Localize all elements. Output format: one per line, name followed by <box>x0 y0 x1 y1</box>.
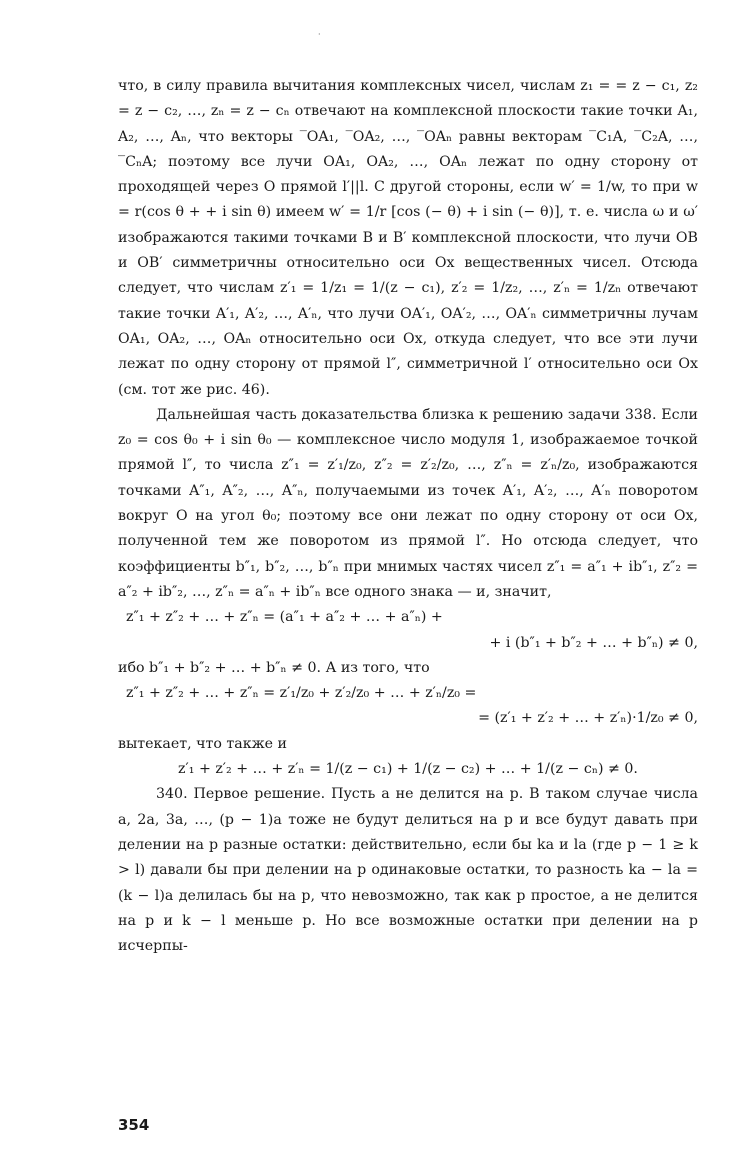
formula-ratio-second-line: = (z′₁ + z′₂ + … + z′ₙ)·1/z₀ ≠ 0, <box>478 710 698 727</box>
paragraph-proof-continued: Дальнейшая часть доказательства близка к решению задачи 338. Если z₀ = cos θ₀ + i sin θ₀ — комплексное число модуля 1, изображаемое точкой прямой l″, то числа z″₁ = z′₁/z₀, z″₂ = z′₂/z₀, …, z″ₙ = z′ₙ/z₀, изображаются точками A″₁, A″₂, …, A″ₙ, получаемыми из точек A′₁, A′₂, …, A′ₙ поворотом вокруг O на угол θ₀; поэтому все они лежат по одну сторону от оси Ox, полученной тем же поворотом из прямой l″. Но отсюда следует, что коэффициенты b″₁, b″₂, …, b″ₙ при мнимых частях чисел z″₁ = a″₁ + ib″₁, z″₂ = a″₂ + ib″₂, …, z″ₙ = a″ₙ + ib″ₙ все одного знака — и, значит, <box>118 406 698 600</box>
paragraph-since: ибо b″₁ + b″₂ + … + b″ₙ ≠ 0. А из того, что <box>118 659 430 676</box>
formula-final: z′₁ + z′₂ + … + z′ₙ = 1/(z − c₁) + 1/(z − c₂) + … + 1/(z − cₙ) ≠ 0. <box>178 761 638 778</box>
formula-sum-second-line: + i (b″₁ + b″₂ + … + b″ₙ) ≠ 0, <box>489 634 698 651</box>
formula-sum-first-line: z″₁ + z″₂ + … + z″ₙ = (a″₁ + a″₂ + … + a″ₙ) + <box>126 609 443 626</box>
page-number: 354 <box>118 1116 150 1134</box>
paragraph-problem-340: 340. Первое решение. Пусть a не делится на p. В таком случае числа a, 2a, 3a, …, (p − 1)a тоже не будут делиться на p и все будут давать при делении на p разные остатки: действительно, если бы ka и la (где p − 1 ≥ k > l) давали бы при делении на p одинаковые остатки, то разность ka − la = (k − l)a делилась бы на p, что невозможно, так как p простое, a не делится на p и k − l меньше p. Но все возможные остатки при делении на p исчерпы- <box>118 786 698 955</box>
paragraph-continuation: что, в силу правила вычитания комплексных чисел, числам z₁ = = z − c₁, z₂ = z − c₂, …, zₙ = z − cₙ отвечают на комплексной плоскости такие точки A₁, A₂, …, Aₙ, что векторы ‾OA₁, ‾OA₂, …, ‾OAₙ равны векторам ‾C₁A, ‾C₂A, …, ‾CₙA; поэтому все лучи OA₁, OA₂, …, OAₙ лежат по одну сторону от проходящей через O прямой l′||l. С другой стороны, если w′ = 1/w, то при w = r(cos θ + + i sin θ) имеем w′ = 1/r [cos (− θ) + i sin (− θ)], т. е. числа ω и ω′ изображаются такими точками B и B′ комплексной плоскости, что лучи OB и OB′ симметричны относительно оси Ox вещественных чисел. Отсюда следует, что числам z′₁ = 1/z₁ = 1/(z − c₁), z′₂ = 1/z₂, …, z′ₙ = 1/zₙ отвечают такие точки A′₁, A′₂, …, A′ₙ, что лучи OA′₁, OA′₂, …, OA′ₙ симметричны лучам OA₁, OA₂, …, OAₙ относительно оси Ox, откуда следует, что все эти лучи лежат по одну сторону от прямой l″, симметричной l′ относительно оси Ox (см. тот же рис. 46). <box>118 78 698 398</box>
scan-dot: · <box>318 30 321 39</box>
paragraph-follows: вытекает, что также и <box>118 735 287 752</box>
page-body <box>118 74 698 959</box>
formula-ratio-first-line: z″₁ + z″₂ + … + z″ₙ = z′₁/z₀ + z′₂/z₀ + … + z′ₙ/z₀ = <box>126 685 477 702</box>
